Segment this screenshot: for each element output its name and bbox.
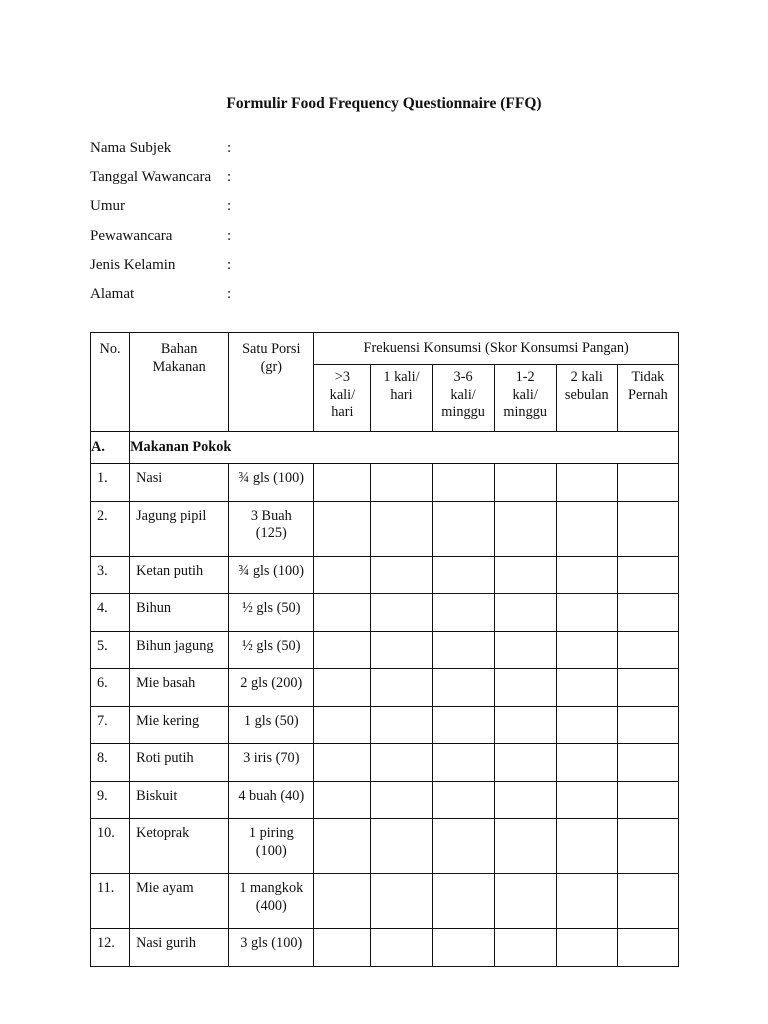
table-row [91,929,679,967]
header-food-line1: Bahan [160,341,198,357]
table-row [91,706,679,744]
frequency-answer-cell[interactable] [494,744,556,782]
frequency-answer-cell[interactable] [371,501,432,556]
portion-line: 1 mangkok [239,880,304,896]
identity-row-umur [90,196,231,225]
frequency-answer-cell[interactable] [494,929,556,967]
section-row [91,432,679,464]
table-row [91,781,679,819]
table-row [91,874,679,929]
frequency-answer-cell[interactable] [314,929,371,967]
frequency-answer-cell[interactable] [556,556,617,594]
frequency-answer-cell[interactable] [371,874,432,929]
frequency-answer-cell[interactable] [617,669,678,707]
identity-fields [90,138,231,313]
identity-label: Nama Subjek [90,140,172,156]
frequency-answer-cell[interactable] [314,594,371,632]
portion-size [229,669,314,707]
food-name: Mie kering [130,706,229,744]
frequency-answer-cell[interactable] [494,781,556,819]
food-name: Ketoprak [130,819,229,874]
portion-line: 1 gls (50) [243,712,299,729]
frequency-answer-cell[interactable] [432,669,494,707]
frequency-answer-cell[interactable] [617,594,678,632]
section-name: Makanan Pokok [130,432,679,464]
portion-line: (100) [255,842,287,859]
header-food [130,333,229,432]
portion-size [229,819,314,874]
row-number: 8. [91,744,130,782]
frequency-answer-cell[interactable] [371,556,432,594]
food-name: Biskuit [130,781,229,819]
frequency-answer-cell[interactable] [617,631,678,669]
portion-line: ½ gls (50) [242,637,301,654]
identity-colon: : [227,169,232,186]
freq-line: minggu [503,404,548,420]
header-frequency-2-monthly [556,365,617,432]
frequency-answer-cell[interactable] [371,744,432,782]
frequency-answer-cell[interactable] [617,706,678,744]
freq-line: 2 kali [570,369,603,385]
frequency-answer-cell[interactable] [617,464,678,502]
identity-row-nama-subjek [90,138,231,167]
frequency-answer-cell[interactable] [371,631,432,669]
portion-line: ¾ gls (100) [238,562,305,579]
identity-row-jenis-kelamin [90,255,231,284]
portion-line: (400) [255,897,287,914]
frequency-answer-cell[interactable] [617,744,678,782]
identity-row-alamat [90,284,231,313]
table-row [91,631,679,669]
frequency-answer-cell[interactable] [432,819,494,874]
portion-size [229,929,314,967]
identity-label: Umur [90,198,125,215]
frequency-answer-cell[interactable] [556,744,617,782]
portion-line: 2 gls (200) [240,675,303,691]
food-name: Jagung pipil [130,501,229,556]
portion-size [229,744,314,782]
table-row [91,594,679,632]
frequency-answer-cell[interactable] [556,874,617,929]
row-number: 3. [91,556,130,594]
freq-line: kali/ [512,386,538,403]
frequency-answer-cell[interactable] [371,669,432,707]
row-number: 6. [91,669,130,707]
frequency-answer-cell[interactable] [494,464,556,502]
header-frequency-1-daily [371,365,432,432]
frequency-answer-cell[interactable] [314,464,371,502]
food-name: Mie basah [130,669,229,707]
portion-size [229,706,314,744]
header-portion-line2: (gr) [260,358,282,375]
table-row [91,669,679,707]
frequency-answer-cell[interactable] [432,631,494,669]
freq-line: hari [331,404,354,420]
freq-line: hari [390,386,413,403]
portion-size [229,556,314,594]
portion-size [229,781,314,819]
frequency-answer-cell[interactable] [556,781,617,819]
portion-line: 3 gls (100) [240,935,303,951]
table-row [91,556,679,594]
portion-line: ½ gls (50) [242,600,301,616]
identity-label: Tanggal Wawancara [90,169,212,186]
frequency-answer-cell[interactable] [432,594,494,632]
frequency-answer-cell[interactable] [432,464,494,502]
food-name: Mie ayam [130,874,229,929]
table-row [91,501,679,556]
header-frequency-1-2-weekly [494,365,556,432]
row-number: 11. [91,874,130,929]
page-title: Formulir Food Frequency Questionnaire (FFQ) [226,95,542,112]
row-number: 10. [91,819,130,874]
frequency-answer-cell[interactable] [432,556,494,594]
header-frequency-group: Frekuensi Konsumsi (Skor Konsumsi Pangan) [314,333,679,365]
row-number: 9. [91,781,130,819]
frequency-answer-cell[interactable] [494,706,556,744]
frequency-answer-cell[interactable] [314,874,371,929]
ffq-table [90,332,679,967]
frequency-answer-cell[interactable] [494,501,556,556]
frequency-answer-cell[interactable] [432,781,494,819]
header-portion-line1: Satu Porsi [242,341,301,357]
frequency-answer-cell[interactable] [617,501,678,556]
row-number: 4. [91,594,130,632]
frequency-answer-cell[interactable] [494,819,556,874]
freq-line: Tidak [631,369,665,385]
frequency-answer-cell[interactable] [617,781,678,819]
frequency-answer-cell[interactable] [314,631,371,669]
frequency-answer-cell[interactable] [371,929,432,967]
frequency-answer-cell[interactable] [314,501,371,556]
freq-line: 1-2 [515,369,535,385]
frequency-answer-cell[interactable] [494,594,556,632]
frequency-answer-cell[interactable] [556,501,617,556]
section-code: A. [91,432,130,464]
frequency-answer-cell[interactable] [432,706,494,744]
identity-label: Pewawancara [90,227,173,244]
frequency-answer-cell[interactable] [556,706,617,744]
portion-line: 4 buah (40) [238,787,305,804]
row-number: 1. [91,464,130,502]
freq-line: Pernah [628,386,668,403]
portion-line: ¾ gls (100) [238,470,305,486]
food-name: Ketan putih [130,556,229,594]
frequency-answer-cell[interactable] [432,929,494,967]
frequency-answer-cell[interactable] [494,556,556,594]
frequency-answer-cell[interactable] [314,706,371,744]
identity-colon: : [227,256,232,273]
food-name: Nasi [130,464,229,502]
food-name: Roti putih [130,744,229,782]
identity-colon: : [227,198,232,215]
frequency-answer-cell[interactable] [314,669,371,707]
header-portion [229,333,314,432]
portion-size [229,874,314,929]
food-name: Bihun jagung [130,631,229,669]
identity-label: Jenis Kelamin [90,256,176,273]
frequency-answer-cell[interactable] [371,819,432,874]
table-row [91,819,679,874]
frequency-answer-cell[interactable] [556,819,617,874]
freq-line: 3-6 [453,369,473,385]
frequency-answer-cell[interactable] [371,706,432,744]
row-number: 12. [91,929,130,967]
food-name: Bihun [130,594,229,632]
frequency-answer-cell[interactable] [432,744,494,782]
frequency-answer-cell[interactable] [617,556,678,594]
header-frequency-more-than-3-daily [314,365,371,432]
header-no: No. [91,333,130,432]
frequency-answer-cell[interactable] [314,744,371,782]
frequency-answer-cell[interactable] [432,874,494,929]
portion-line: 1 piring [248,825,294,841]
identity-label: Alamat [90,285,135,302]
freq-line: sebulan [564,386,609,403]
header-frequency-3-6-weekly [432,365,494,432]
freq-line: minggu [441,404,485,420]
frequency-answer-cell[interactable] [314,556,371,594]
frequency-answer-cell[interactable] [617,929,678,967]
identity-colon: : [227,140,232,156]
frequency-answer-cell[interactable] [556,594,617,632]
frequency-answer-cell[interactable] [494,669,556,707]
portion-line: 3 iris (70) [243,750,300,766]
header-frequency-never [617,365,678,432]
frequency-answer-cell[interactable] [371,464,432,502]
portion-line: (125) [255,525,287,541]
freq-line: 1 kali/ [383,369,420,385]
portion-size [229,631,314,669]
table-row [91,744,679,782]
identity-row-pewawancara [90,226,231,255]
frequency-answer-cell[interactable] [494,631,556,669]
portion-line: 3 Buah [250,507,292,524]
frequency-answer-cell[interactable] [556,464,617,502]
portion-size [229,594,314,632]
frequency-answer-cell[interactable] [371,594,432,632]
frequency-answer-cell[interactable] [314,819,371,874]
frequency-answer-cell[interactable] [371,781,432,819]
freq-line: kali/ [450,386,476,403]
portion-size [229,464,314,502]
table-row [91,464,679,502]
header-food-line2: Makanan [152,358,206,375]
identity-row-tanggal-wawancara [90,167,231,196]
frequency-answer-cell[interactable] [617,819,678,874]
frequency-answer-cell[interactable] [617,874,678,929]
portion-size [229,501,314,556]
food-name: Nasi gurih [130,929,229,967]
freq-line: kali/ [329,386,356,403]
frequency-answer-cell[interactable] [556,631,617,669]
row-number: 5. [91,631,130,669]
frequency-answer-cell[interactable] [494,874,556,929]
frequency-answer-cell[interactable] [556,929,617,967]
row-number: 2. [91,501,130,556]
frequency-answer-cell[interactable] [432,501,494,556]
frequency-answer-cell[interactable] [314,781,371,819]
freq-line: >3 [334,369,350,385]
identity-colon: : [227,227,232,244]
row-number: 7. [91,706,130,744]
frequency-answer-cell[interactable] [556,669,617,707]
identity-colon: : [227,285,232,302]
